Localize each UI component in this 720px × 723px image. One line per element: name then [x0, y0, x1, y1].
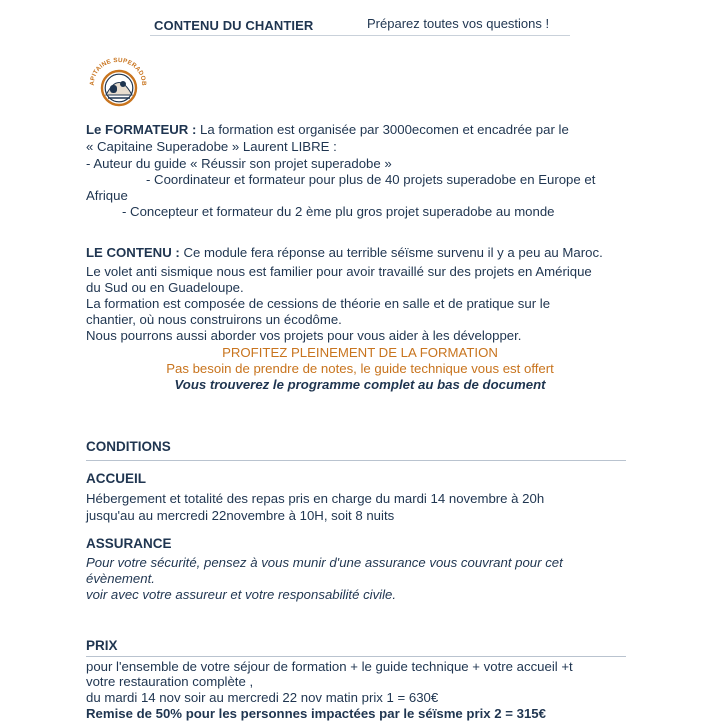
header-divider — [150, 35, 570, 36]
contenu-line-4: La formation est composée de cessions de théorie en salle et de pratique sur le — [86, 296, 551, 311]
contenu-line-2: Le volet anti sismique nous est familier pour avoir travaillé sur des projets en Amérique — [86, 264, 592, 279]
accueil-heading: ACCUEIL — [86, 471, 146, 486]
document-title: CONTENU DU CHANTIER — [154, 18, 314, 33]
prix-line-2: votre restauration complète , — [86, 674, 254, 689]
assurance-line-2: évènement. — [86, 571, 155, 586]
conditions-divider — [86, 460, 626, 461]
contenu-line-5: chantier, où nous construirons un écodôme. — [86, 312, 342, 327]
assurance-heading: ASSURANCE — [86, 536, 172, 551]
prix-divider — [86, 656, 626, 657]
accueil-line-2: jusqu'au au mercredi 22novembre à 10H, soit 8 nuits — [86, 508, 395, 523]
formateur-label: Le FORMATEUR : — [86, 122, 197, 137]
logo-arc-text: APITAINE SUPERADOB — [88, 56, 148, 86]
formateur-line-5: Afrique — [86, 188, 128, 203]
formateur-line-2: « Capitaine Superadobe » Laurent LIBRE : — [86, 139, 337, 154]
prix-line-4: Remise de 50% pour les personnes impactées par le séïsme prix 2 = 315€ — [86, 706, 546, 721]
prix-line-3: du mardi 14 nov soir au mercredi 22 nov matin prix 1 = 630€ — [86, 690, 439, 705]
superadobe-dome-logo-icon — [86, 54, 150, 108]
contenu-line-6: Nous pourrons aussi aborder vos projets pour vous aider à les développer. — [86, 328, 522, 343]
prix-heading: PRIX — [86, 638, 118, 653]
capitaine-superadobe-logo — [86, 54, 150, 108]
contenu-highlight-3: Vous trouverez le programme complet au bas de document — [174, 377, 546, 392]
document-subtitle: Préparez toutes vos questions ! — [367, 16, 550, 31]
prix-line-1: pour l'ensemble de votre séjour de formation + le guide technique + votre accueil +t — [86, 659, 573, 674]
contenu-line-1 — [86, 245, 603, 262]
contenu-label: LE CONTENU : — [86, 245, 180, 260]
contenu-highlight-2: Pas besoin de prendre de notes, le guide technique vous est offert — [166, 361, 554, 376]
assurance-line-3: voir avec votre assureur et votre responsabilité civile. — [86, 587, 397, 602]
contenu-highlight-1: PROFITEZ PLEINEMENT DE LA FORMATION — [222, 345, 498, 360]
accueil-line-1: Hébergement et totalité des repas pris en charge du mardi 14 novembre à 20h — [86, 491, 545, 506]
formateur-line-4: - Coordinateur et formateur pour plus de 40 projets superadobe en Europe et — [146, 172, 596, 187]
formateur-line-1 — [86, 122, 569, 139]
contenu-text-1: Ce module fera réponse au terrible séïsme survenu il y a peu au Maroc. — [179, 245, 603, 260]
formateur-line-3: - Auteur du guide « Réussir son projet superadobe » — [86, 156, 392, 171]
contenu-line-3: du Sud ou en Guadeloupe. — [86, 280, 244, 295]
assurance-line-1: Pour votre sécurité, pensez à vous munir d'une assurance vous couvrant pour cet — [86, 555, 563, 570]
formateur-text-1: La formation est organisée par 3000ecomen et encadrée par le — [196, 122, 569, 137]
formateur-line-6: - Concepteur et formateur du 2 ème plu gros projet superadobe au monde — [122, 204, 555, 219]
conditions-heading: CONDITIONS — [86, 439, 171, 454]
